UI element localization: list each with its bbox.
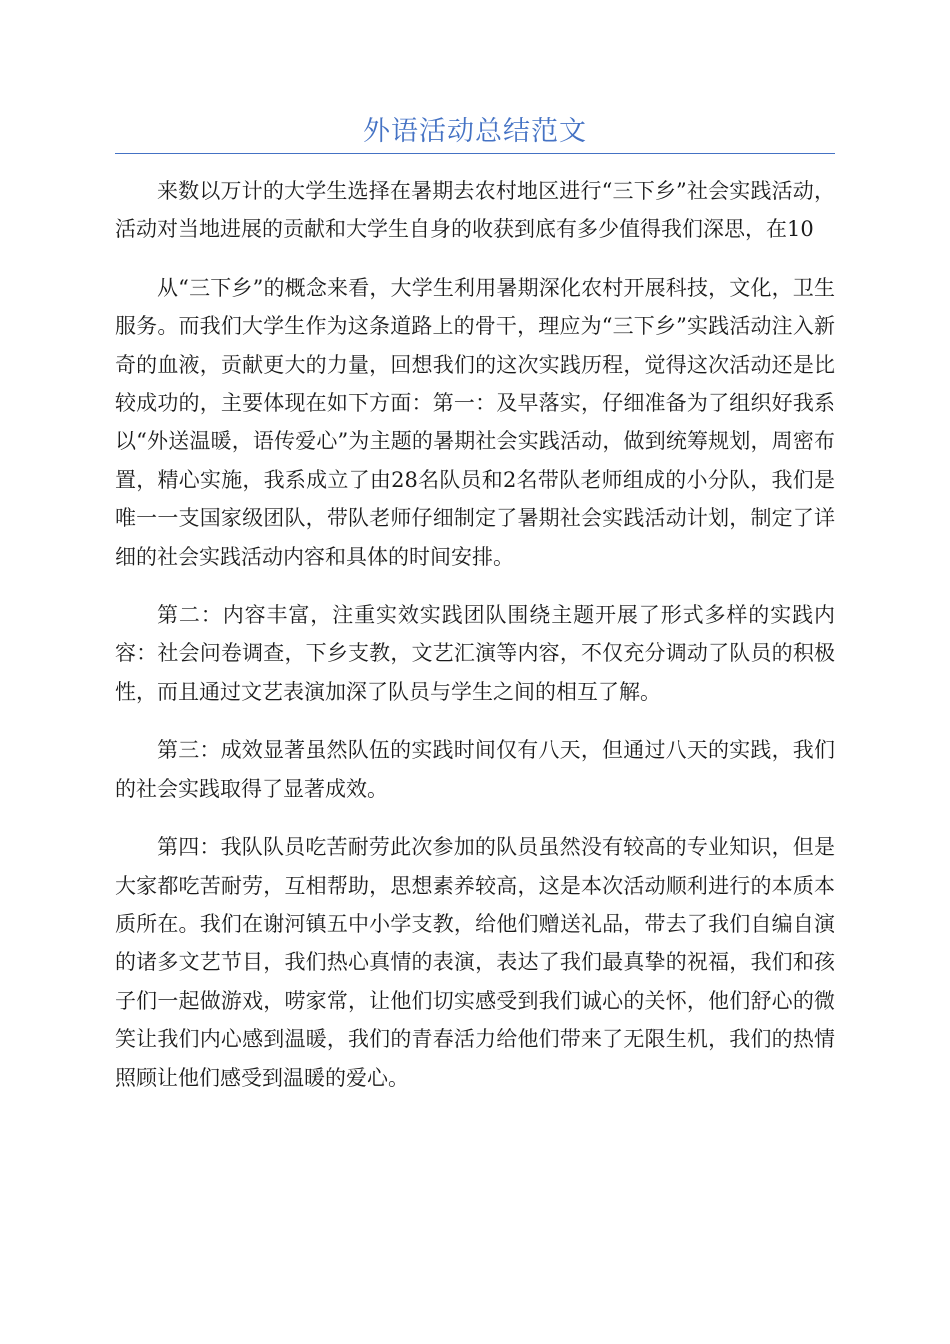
paragraph-1: 来数以万计的大学生选择在暑期去农村地区进行“三下乡”社会实践活动，活动对当地进展的贡献和大学生自身的收获到底有多少值得我们深思，在10 xyxy=(115,179,835,242)
paragraph-3: 第二：内容丰富，注重实效实践团队围绕主题开展了形式多样的实践内容：社会问卷调查，下乡支教，文艺汇演等内容，不仅充分调动了队员的积极性，而且通过文艺表演加深了队员与学生之间的相互了解。 xyxy=(115,603,835,704)
title-underline-divider xyxy=(115,153,835,154)
paragraph-2: 从“三下乡”的概念来看，大学生利用暑期深化农村开展科技，文化，卫生服务。而我们大学生作为这条道路上的骨干，理应为“三下乡”实践活动注入新奇的血液，贡献更大的力量，回想我们的这次实践历程，觉得这次活动还是比较成功的，主要体现在如下方面：第一：及早落实，仔细准备为了组织好我系以“外送温暖，语传爱心”为主题的暑期社会实践活动，做到统筹规划，周密布置，精心实施，我系成立了由28名队员和2名带队老师组成的小分队，我们是唯一一支国家级团队，带队老师仔细制定了暑期社会实践活动计划，制定了详细的社会实践活动内容和具体的时间安排。 xyxy=(115,275,835,569)
paragraph-4: 第三：成效显著虽然队伍的实践时间仅有八天，但通过八天的实践，我们的社会实践取得了显著成效。 xyxy=(115,738,835,801)
document-body xyxy=(115,172,835,1117)
paragraph-5: 第四：我队队员吃苦耐劳此次参加的队员虽然没有较高的专业知识，但是大家都吃苦耐劳，互相帮助，思想素养较高，这是本次活动顺利进行的本质本质所在。我们在谢河镇五中小学支教，给他们赠送礼品，带去了我们自编自演的诸多文艺节目，我们热心真情的表演，表达了我们最真挚的祝福，我们和孩子们一起做游戏，唠家常，让他们切实感受到我们诚心的关怀，他们舒心的微笑让我们内心感到温暖，我们的青春活力给他们带来了无限生机，我们的热情照顾让他们感受到温暖的爱心。 xyxy=(115,835,835,1090)
page-title: 外语活动总结范文 xyxy=(363,116,587,147)
